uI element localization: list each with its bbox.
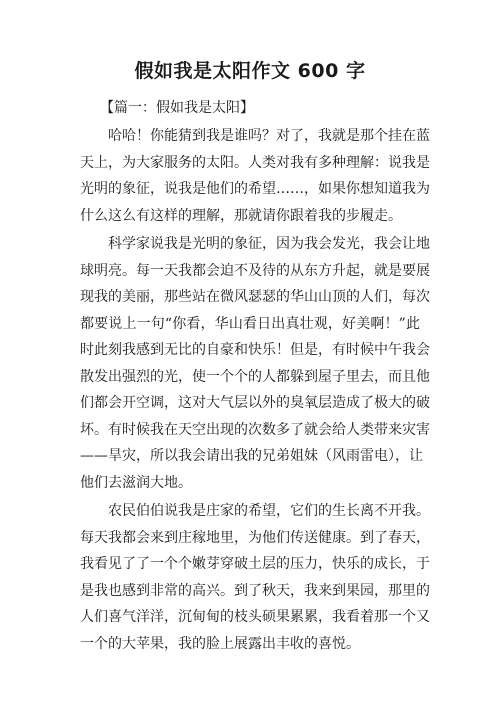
text-line: 我看见了了一个个嫩芽穿破土层的压力，快乐的成长，于 [80, 556, 430, 572]
paragraph-1 [80, 123, 430, 229]
text-line: 人们喜气洋洋，沉甸甸的枝头硕果累累，我看着那一个又 [80, 609, 430, 625]
text-line: 天上，为大家服务的太阳。人类对我有多种理解：说我是 [80, 154, 430, 171]
text-line: 什么这么有这样的理解，那就请你跟着我的步履走。 [80, 207, 402, 224]
text-line: 光明的象征，说我是他们的希望……，如果你想知道我为 [80, 181, 430, 197]
document-title: 假如我是太阳作文 600 字 [134, 60, 366, 82]
text-line: 坏。有时候我在天空出现的次数多了就会给人类带来灾害 [80, 421, 430, 438]
text-line: 农民伯伯说我是庄家的希望，它们的生长离不开我。 [108, 503, 430, 519]
text-line: 科学家说我是光明的象征，因为我会发光，我会让地 [108, 236, 430, 252]
text-line: 一个的大苹果，我的脸上展露出丰收的喜悦。 [80, 635, 360, 652]
section-heading: 【篇一：假如我是太阳】 [100, 100, 254, 116]
text-line: 每天我都会来到庄稼地里，为他们传送健康。到了春天， [80, 529, 430, 546]
text-line: 都要说上一句“你看，华山看日出真壮观，好美啊！”此 [80, 315, 420, 332]
text-line: 是我也感到非常的高兴。到了秋天，我来到果园，那里的 [80, 582, 430, 599]
text-line: 球明亮。每一天我都会迫不及待的从东方升起，就是要展 [80, 262, 430, 279]
text-line: 时此刻我感到无比的自豪和快乐！但是，有时候中午我会 [80, 342, 430, 358]
text-line: ——旱灾，所以我会请出我的兄弟姐妹（风雨雷电），让 [80, 448, 423, 464]
text-line: 现我的美丽，那些站在微风瑟瑟的华山山顶的人们，每次 [80, 289, 430, 305]
paragraph-3 [80, 498, 430, 657]
text-line: 们都会开空调，这对大气层以外的臭氧层造成了极大的破 [80, 395, 430, 411]
paragraph-2 [80, 231, 430, 496]
text-line: 哈哈！你能猜到我是谁吗？对了，我就是那个挂在蓝 [108, 128, 430, 144]
text-line: 散发出强烈的光，使一个个的人都躲到屋子里去，而且他 [80, 368, 430, 385]
text-line: 他们去滋润大地。 [80, 474, 192, 491]
